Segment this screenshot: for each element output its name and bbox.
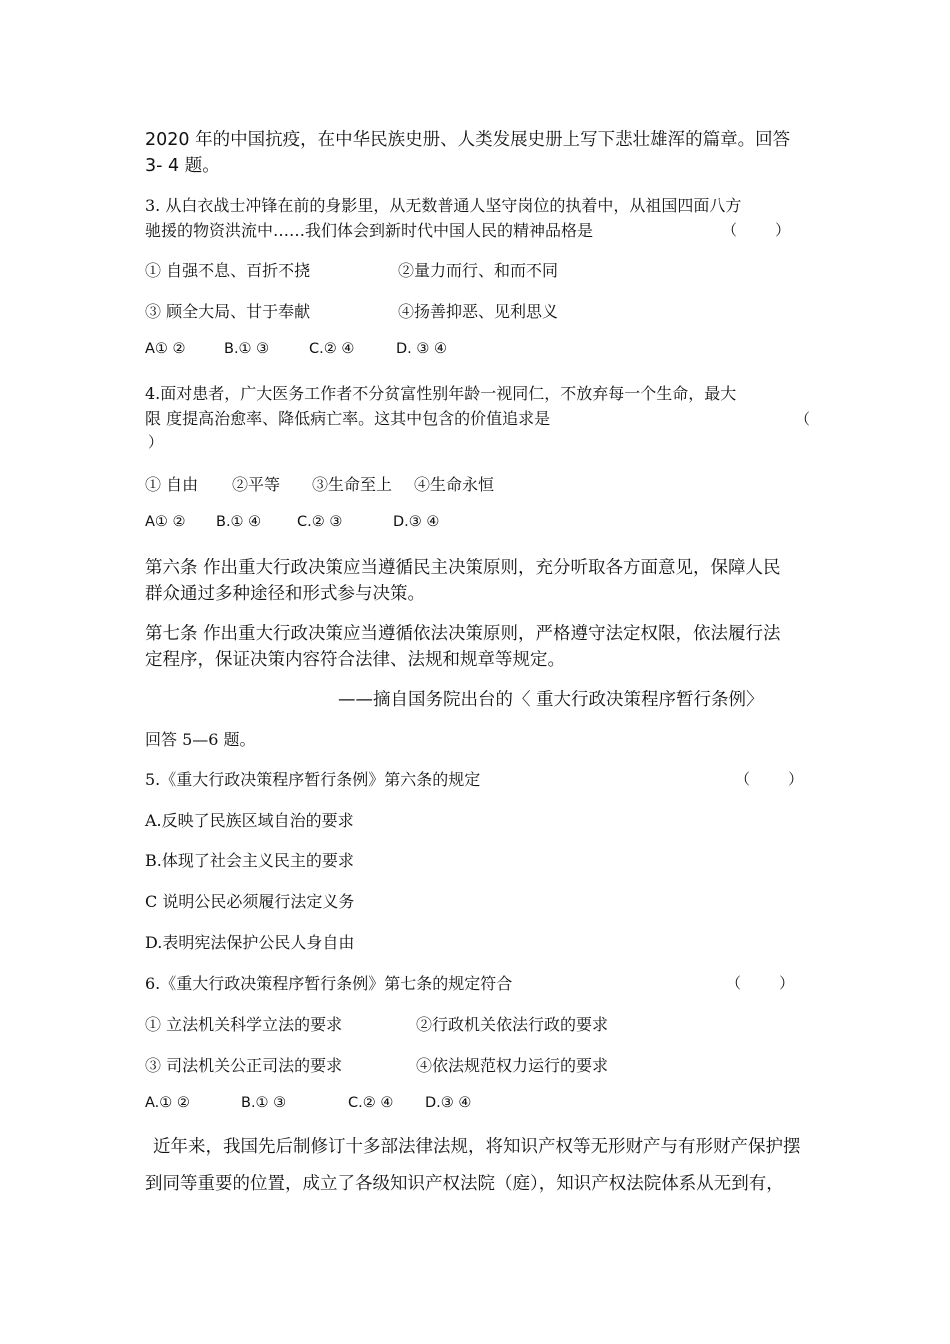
q5-option-b: B.体现了社会主义民主的要求: [145, 851, 354, 870]
q6-option-1: ① 立法机关科学立法的要求: [145, 1015, 343, 1034]
q3-choice-d: D. ③ ④: [396, 341, 447, 357]
q3-option-1: ① 自强不息、百折不挠: [145, 261, 311, 280]
q5-option-a: A.反映了民族区域自治的要求: [145, 811, 354, 830]
answer-prompt-5-6: 回答 5—6 题。: [145, 730, 256, 749]
q4-option-4: ④生命永恒: [414, 475, 495, 494]
q6-option-2: ②行政机关依法行政的要求: [416, 1015, 609, 1034]
q5-answer-paren: （ ）: [735, 770, 804, 788]
q3-answer-paren: （ ）: [722, 221, 791, 239]
q4-option-1: ① 自由: [145, 475, 199, 494]
q6-option-3: ③ 司法机关公正司法的要求: [145, 1056, 343, 1075]
article-6-line-1: 第六条 作出重大行政决策应当遵循民主决策原则，充分听取各方面意见，保障人民: [145, 558, 781, 578]
q3-stem-line-1: 3. 从白衣战士冲锋在前的身影里，从无数普通人坚守岗位的执着中，从祖国四面八方: [145, 196, 742, 215]
q3-choice-b: B.① ③: [224, 341, 270, 357]
q4-option-3: ③生命至上: [312, 475, 393, 494]
q4-choice-c: C.② ③: [297, 514, 343, 530]
intro-line-1: 2020 年的中国抗疫，在中华民族史册、人类发展史册上写下悲壮雄浑的篇章。回答: [145, 130, 791, 150]
intro-line-2: 3- 4 题。: [145, 156, 220, 176]
q5-option-d: D.表明宪法保护公民人身自由: [145, 933, 355, 952]
q4-choice-b: B.① ④: [216, 514, 262, 530]
q3-option-4: ④扬善抑恶、见利思义: [398, 302, 559, 321]
q3-stem-line-2: 驰援的物资洪流中……我们体会到新时代中国人民的精神品格是: [145, 221, 594, 240]
q4-paren-open: （: [795, 410, 811, 428]
q3-option-3: ③ 顾全大局、甘于奉献: [145, 302, 311, 321]
article-7-line-1: 第七条 作出重大行政决策应当遵循依法决策原则，严格遵守法定权限，依法履行法: [145, 624, 781, 644]
q4-choice-a: A① ②: [145, 514, 186, 530]
q3-option-2: ②量力而行、和而不同: [398, 261, 559, 280]
q6-stem: 6.《重大行政决策程序暂行条例》第七条的规定符合: [145, 974, 513, 993]
article-6-line-2: 群众通过多种途径和形式参与决策。: [145, 584, 425, 604]
q6-choice-a: A.① ②: [145, 1095, 190, 1111]
q4-option-2: ②平等: [232, 475, 281, 494]
source-citation: ——摘自国务院出台的〈 重大行政决策程序暂行条例〉: [338, 690, 764, 710]
closing-line-1: 近年来，我国先后制修订十多部法律法规，将知识产权等无形财产与有形财产保护摆: [153, 1137, 801, 1157]
q3-choice-a: A① ②: [145, 341, 186, 357]
q6-choice-b: B.① ③: [241, 1095, 287, 1111]
q6-option-4: ④依法规范权力运行的要求: [416, 1056, 609, 1075]
closing-line-2: 到同等重要的位置，成立了各级知识产权法院（庭），知识产权法院体系从无到有，: [145, 1174, 784, 1194]
q4-stem-line-1: 4.面对患者，广大医务工作者不分贫富性别年龄一视同仁，不放弃每一个生命，最大: [145, 384, 737, 403]
q3-choice-c: C.② ④: [309, 341, 355, 357]
q6-choice-d: D.③ ④: [425, 1095, 472, 1111]
q6-choice-c: C.② ④: [348, 1095, 394, 1111]
q4-paren-close: ）: [148, 433, 164, 451]
q6-answer-paren: （ ）: [726, 974, 795, 992]
q4-stem-line-2: 限 度提高治愈率、降低病亡率。这其中包含的价值追求是: [145, 409, 551, 428]
article-7-line-2: 定程序，保证决策内容符合法律、法规和规章等规定。: [145, 650, 565, 670]
q5-option-c: C 说明公民必须履行法定义务: [145, 892, 355, 911]
q5-stem: 5.《重大行政决策程序暂行条例》第六条的规定: [145, 770, 481, 789]
q4-choice-d: D.③ ④: [393, 514, 440, 530]
